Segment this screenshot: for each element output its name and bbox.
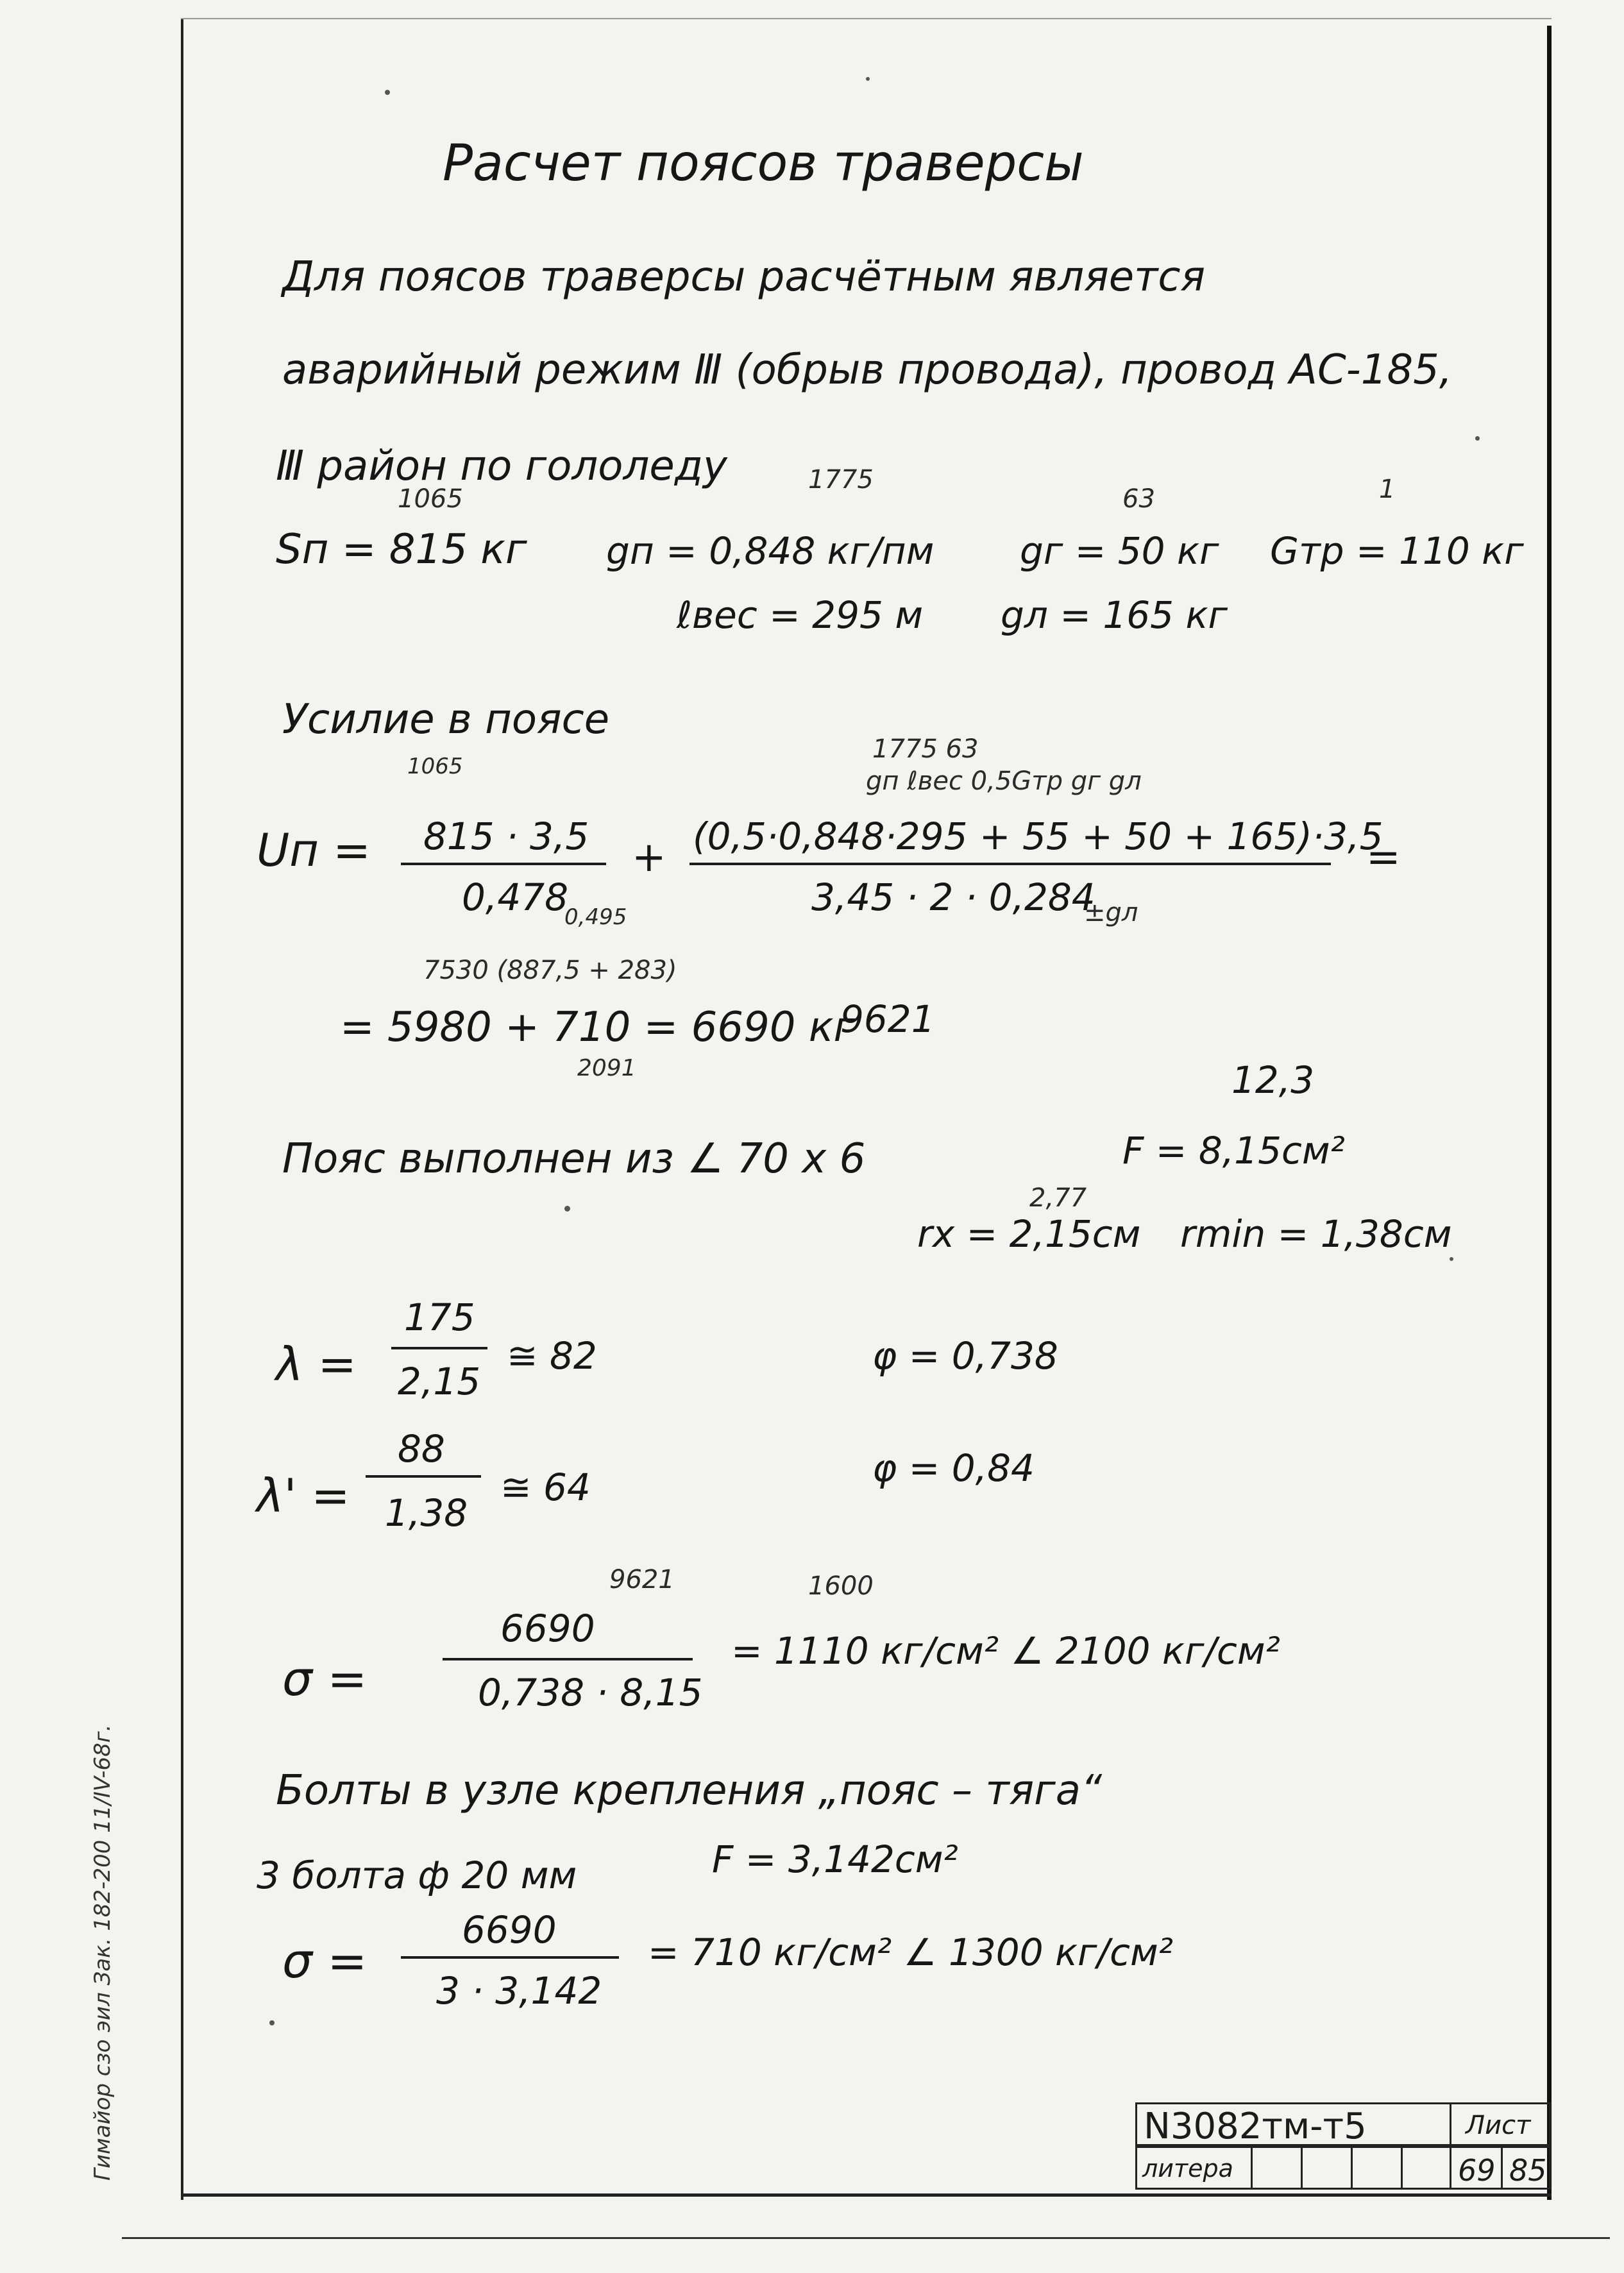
lambda2-den: 1,38: [385, 1491, 468, 1535]
lambda2-frac-line: [366, 1475, 481, 1478]
load-lves: ℓвес = 295 м: [677, 593, 924, 637]
lambda2-num: 88: [398, 1427, 445, 1471]
side-print-note: Гимайор сзо эил Зак. 182-200 11/IV-68г.: [90, 1724, 115, 2181]
force-heading-note: 1065: [407, 754, 463, 779]
gn-note: 1775: [808, 465, 874, 494]
sigma1-num-note: 9621: [609, 1565, 675, 1594]
stamp-empty-cell: [1351, 2146, 1401, 2190]
sigma2-rhs: = 710 кг/см² ∠ 1300 кг/см²: [648, 1931, 1173, 1974]
force-frac2-num: (0,5·0,848·295 + 55 + 50 + 165)·3,5: [693, 815, 1383, 858]
force-frac1-den-note: 0,495: [564, 904, 627, 930]
stamp-litera-label: литера: [1142, 2154, 1233, 2183]
lambda1-rhs: ≅ 82: [507, 1334, 597, 1378]
force-frac1-den: 0,478: [462, 875, 569, 919]
sigma1-rhs-note: 1600: [808, 1571, 874, 1601]
force-result-sub: 2091: [577, 1055, 636, 1081]
force-above-note: 1775 63: [872, 734, 979, 764]
stamp-empty-cell: [1401, 2146, 1450, 2190]
load-gl: gл = 165 кг: [1001, 593, 1228, 637]
sigma1-den: 0,738 · 8,15: [478, 1671, 703, 1714]
scan-speck: [1475, 436, 1480, 441]
stamp-empty-cell: [1301, 2146, 1351, 2190]
stamp-sheet-label: Лист: [1466, 2111, 1531, 2140]
lambda1-den: 2,15: [398, 1360, 481, 1403]
scan-speck: [564, 1206, 570, 1212]
scan-speck: [1450, 1257, 1453, 1261]
bolts-count: 3 болта ф 20 мм: [257, 1854, 577, 1897]
profile-rmin: rmin = 1,38см: [1180, 1212, 1452, 1256]
load-gg: gг = 50 кг: [1020, 529, 1219, 573]
sigma2-lhs: σ =: [282, 1934, 368, 1989]
lambda1-lhs: λ =: [276, 1337, 357, 1391]
sigma2-frac-line: [401, 1956, 619, 1959]
stamp-sheet-cell: [1450, 2102, 1551, 2146]
load-gn: gп = 0,848 кг/пм: [606, 529, 935, 573]
intro-line-1: Для поясов траверсы расчётным является: [282, 253, 1206, 301]
sigma2-den: 3 · 3,142: [436, 1969, 602, 2013]
lambda1-num: 175: [404, 1296, 475, 1339]
sn-note: 1065: [398, 484, 463, 514]
force-frac2-den-note: ±gл: [1084, 898, 1138, 927]
scan-speck: [269, 2020, 275, 2025]
frame-right-border: [1547, 26, 1552, 2200]
force-frac1-line: [401, 863, 606, 865]
sigma1-frac-line: [443, 1658, 693, 1660]
outer-bottom-line: [122, 2237, 1610, 2239]
frame-top-border: [181, 18, 1552, 19]
force-above-labels: gп ℓвес 0,5Gтр gг gл: [866, 766, 1142, 796]
force-frac2-den: 3,45 · 2 · 0,284: [811, 875, 1095, 919]
profile-area-note: 12,3: [1231, 1058, 1315, 1102]
stamp-total-cell: [1501, 2146, 1551, 2190]
lambda2-phi: φ = 0,84: [872, 1446, 1035, 1490]
title-stamp: [1135, 2102, 1551, 2192]
lambda1-phi: φ = 0,738: [872, 1334, 1058, 1378]
force-result-side: 9621: [840, 997, 935, 1041]
stamp-total-sheets: 85: [1509, 2153, 1547, 2188]
stamp-empty-cell: [1251, 2146, 1301, 2190]
lambda2-rhs: ≅ 64: [500, 1466, 591, 1509]
frame-left-border: [181, 19, 183, 2200]
intro-line-2: аварийный режим Ⅲ (обрыв провода), провод АС-185,: [282, 346, 1453, 394]
stamp-sheet-number-cell: [1450, 2146, 1501, 2190]
profile-rx: rх = 2,15см: [917, 1212, 1141, 1256]
force-lhs: Uп =: [257, 824, 371, 877]
force-heading: Усилие в поясе: [282, 696, 610, 743]
lambda2-lhs: λ' =: [257, 1469, 350, 1523]
stamp-doc-cell: [1135, 2102, 1450, 2146]
profile-area: F = 8,15см²: [1122, 1129, 1345, 1172]
lambda1-frac-line: [391, 1347, 487, 1349]
sigma1-num: 6690: [500, 1607, 595, 1650]
load-gtr: Gтр = 110 кг: [1270, 529, 1524, 573]
stamp-doc-number: N3082тм-т5: [1144, 2106, 1367, 2147]
force-result: = 5980 + 710 = 6690 кг: [340, 1004, 856, 1051]
gtr-note: 1: [1379, 475, 1396, 504]
bolts-heading: Болты в узле крепления „пояс – тяга“: [276, 1767, 1103, 1814]
scan-speck: [385, 90, 390, 95]
intro-line-3: Ⅲ район по гололеду: [276, 443, 727, 490]
scan-speck: [866, 77, 870, 81]
sigma2-num: 6690: [462, 1908, 557, 1952]
gg-note: 63: [1122, 484, 1155, 514]
bolts-area: F = 3,142см²: [712, 1838, 958, 1881]
sigma1-lhs: σ =: [282, 1652, 368, 1707]
frame-bottom-border: [181, 2193, 1552, 2197]
profile-rx-note: 2,77: [1029, 1183, 1087, 1213]
stamp-sheet-number: 69: [1458, 2153, 1496, 2188]
force-equals: =: [1366, 834, 1401, 881]
sigma1-rhs: = 1110 кг/см² ∠ 2100 кг/см²: [731, 1629, 1280, 1673]
page-title: Расчет поясов траверсы: [443, 135, 1084, 192]
stamp-litera-cell: [1135, 2146, 1251, 2190]
force-frac2-line: [689, 863, 1331, 865]
profile-line: Пояс выполнен из ∠ 70 х 6: [282, 1135, 866, 1183]
force-plus: +: [632, 834, 666, 881]
force-result-notes: 7530 (887,5 + 283): [423, 956, 677, 985]
force-frac1-num: 815 · 3,5: [423, 815, 589, 858]
load-sn: Sп = 815 кг: [276, 526, 527, 573]
